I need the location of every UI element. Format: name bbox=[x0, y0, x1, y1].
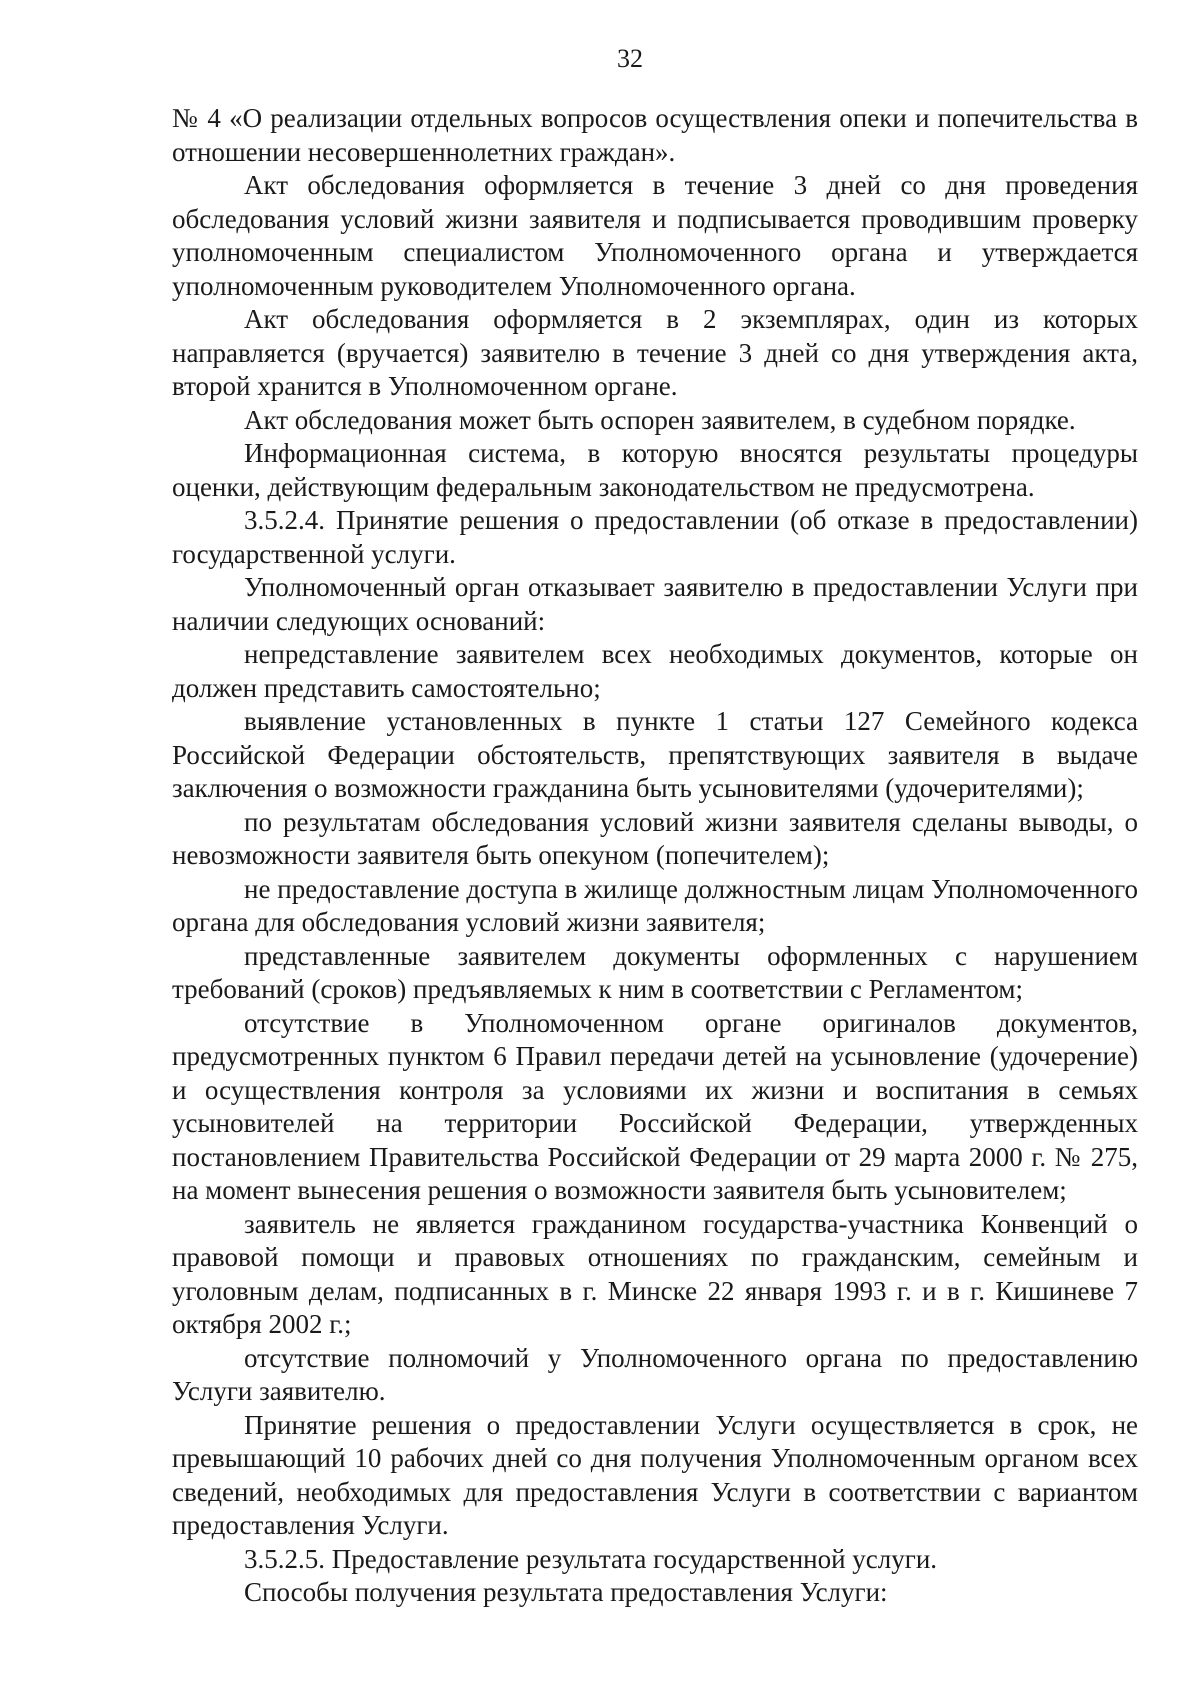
list-item-refusal-ground: отсутствие в Уполномоченном органе оригиналов документов, предусмотренных пунктом 6 Правил передачи детей на усыновление (удочерение) и осуществления контроля за условиями их жизни и воспитания в семьях усыновителей на территории Российской Федерации, утвержденных постановлением Правительства Российской Федерации от 29 марта 2000 г. № 275, на момент вынесения решения о возможности заявителя быть усыновителем; bbox=[172, 1007, 1138, 1205]
paragraph-inspection-act-copies: Акт обследования оформляется в 2 экземплярах, один из которых направляется (вручается) заявителю в течение 3 дней со дня утверждения акта, второй хранится в Уполномоченном органе. bbox=[172, 304, 1138, 401]
list-item-refusal-ground: представленные заявителем документы оформленных с нарушением требований (сроков) предъявляемых к ним в соответствии с Регламентом; bbox=[172, 940, 1138, 1004]
document-body bbox=[172, 102, 1138, 1610]
list-item-refusal-ground: по результатам обследования условий жизни заявителя сделаны выводы, о невозможности заявителя быть опекуном (попечителем); bbox=[172, 806, 1138, 870]
list-item-refusal-ground: выявление установленных в пункте 1 статьи 127 Семейного кодекса Российской Федерации обстоятельств, препятствующих заявителя в выдаче заключения о возможности гражданина быть усыновителями (удочерителями); bbox=[172, 706, 1138, 803]
paragraph-result-methods: Способы получения результата предоставления Услуги: bbox=[244, 1577, 888, 1607]
page-number: 32 bbox=[617, 44, 643, 73]
list-item-refusal-ground: не предоставление доступа в жилище должностным лицам Уполномоченного органа для обследования условий жизни заявителя; bbox=[172, 873, 1138, 937]
paragraph-information-system: Информационная система, в которую вносятся результаты процедуры оценки, действующим федеральным законодательством не предусмотрена. bbox=[172, 438, 1138, 502]
section-heading-3-5-2-4: 3.5.2.4. Принятие решения о предоставлении (об отказе в предоставлении) государственной услуги. bbox=[172, 505, 1138, 569]
paragraph-decree-reference: № 4 «О реализации отдельных вопросов осуществления опеки и попечительства в отношении несовершеннолетних граждан». bbox=[172, 103, 1138, 167]
list-item-refusal-ground: отсутствие полномочий у Уполномоченного органа по предоставлению Услуги заявителю. bbox=[172, 1342, 1138, 1406]
paragraph-refusal-grounds-intro: Уполномоченный орган отказывает заявителю в предоставлении Услуги при наличии следующих оснований: bbox=[172, 572, 1138, 636]
section-heading-3-5-2-5: 3.5.2.5. Предоставление результата государственной услуги. bbox=[244, 1543, 938, 1574]
list-item-refusal-ground: заявитель не является гражданином государства-участника Конвенций о правовой помощи и правовых отношениях по гражданским, семейным и уголовным делам, подписанных в г. Минске 22 января 1993 г. и в г. Кишиневе 7 октября 2002 г.; bbox=[172, 1208, 1138, 1339]
paragraph-decision-deadline: Принятие решения о предоставлении Услуги осуществляется в срок, не превышающий 10 рабочих дней со дня получения Уполномоченным органом всех сведений, необходимых для предоставления Услуги в соответствии с вариантом предоставления Услуги. bbox=[172, 1409, 1138, 1540]
list-item-refusal-ground: непредставление заявителем всех необходимых документов, которые он должен представить самостоятельно; bbox=[172, 639, 1138, 703]
paragraph-act-appeal: Акт обследования может быть оспорен заявителем, в судебном порядке. bbox=[244, 404, 1076, 435]
paragraph-inspection-act-timing: Акт обследования оформляется в течение 3 дней со дня проведения обследования условий жизни заявителя и подписывается проводившим проверку уполномоченным специалистом Уполномоченного органа и утверждается уполномоченным руководителем Уполномоченного органа. bbox=[172, 170, 1138, 301]
